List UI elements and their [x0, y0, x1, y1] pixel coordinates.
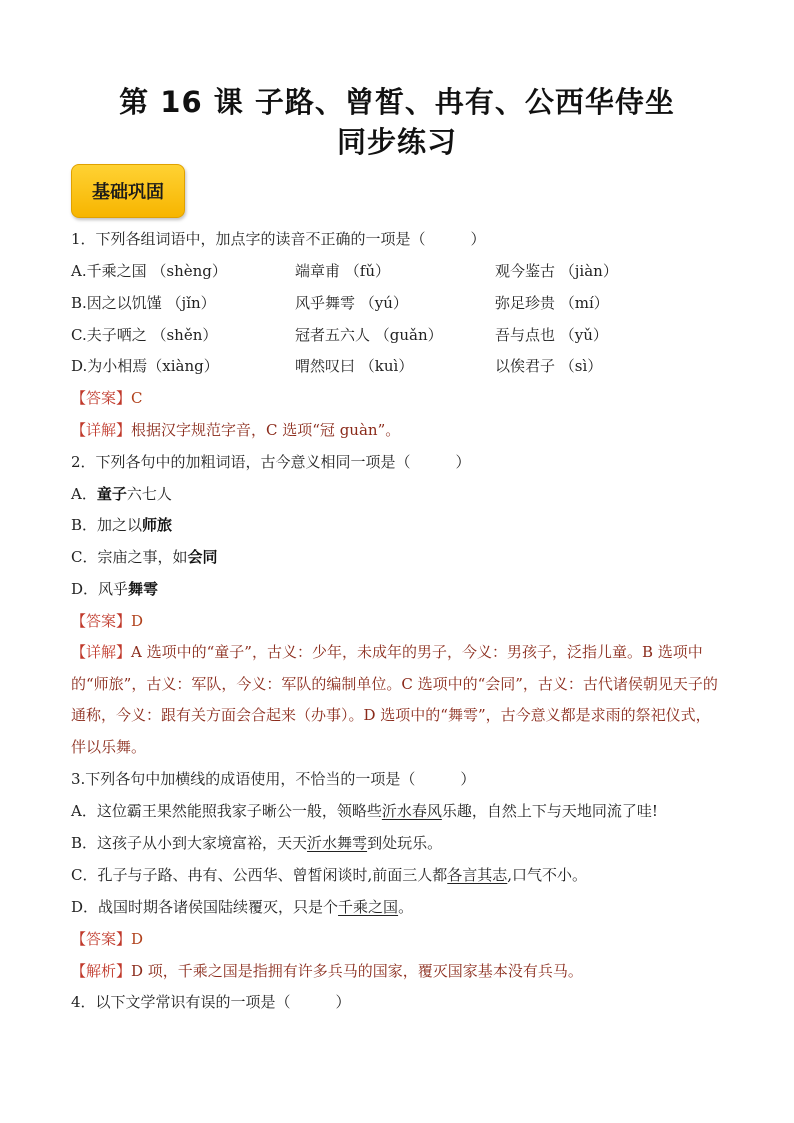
- option-text: 风乎: [98, 580, 129, 598]
- q1-b-1: B.因之以饥馑 （jǐn）: [71, 294, 216, 312]
- q2-option-d: [71, 579, 731, 599]
- q1-c-1: C.夫子哂之 （shěn）: [71, 326, 218, 344]
- q3-detail: [71, 961, 731, 981]
- q1-detail: [71, 420, 731, 440]
- q3-option-d: [71, 897, 731, 917]
- q1-a-3: 观今鉴古 （jiàn）: [495, 262, 618, 280]
- option-text: 这位霸王果然能照我家子晰公一般，领略些: [96, 802, 382, 820]
- question-1-stem: 1．下列各组词语中，加点字的读音不正确的一项是（ ）: [71, 230, 486, 248]
- bold-term: 会同: [187, 548, 218, 566]
- option-text: 宗庙之事，如: [97, 548, 188, 566]
- answer-value: C: [131, 389, 143, 407]
- page-subtitle: 同步练习: [336, 125, 457, 159]
- q2-answer: [71, 611, 731, 631]
- q1-answer: [71, 388, 731, 408]
- option-text: 这孩子从小到大家境富裕，天天: [97, 834, 308, 852]
- section-badge: 基础巩固: [71, 164, 185, 218]
- page-title: 第 16 课 子路、曾皙、冉有、公西华侍坐: [119, 85, 675, 119]
- underlined-idiom: 沂水春风: [381, 802, 442, 820]
- q1-b-2: 风乎舞雩 （yú）: [295, 294, 408, 312]
- option-text: 六七人: [126, 485, 172, 503]
- option-label: D．: [71, 898, 99, 916]
- option-label: D．: [71, 580, 99, 598]
- q2-option-c: [71, 547, 731, 567]
- answer-value: D: [131, 612, 144, 630]
- q1-d-3: 以俟君子 （sì）: [495, 357, 603, 375]
- q1-a-1: A.千乘之国 （shèng）: [71, 262, 227, 280]
- option-label: A．: [71, 485, 97, 503]
- q1-d-1: D.为小相焉（xiàng）: [71, 357, 219, 375]
- option-label: C．: [71, 548, 98, 566]
- option-text: ,口气不小。: [507, 866, 588, 884]
- underlined-idiom: 千乘之国: [338, 898, 399, 916]
- option-label: A．: [71, 802, 97, 820]
- option-text: 战国时期各诸侯国陆续覆灭，只是个: [98, 898, 339, 916]
- q1-d-2: 喟然叹曰 （kuì）: [295, 357, 414, 375]
- question-4-stem: 4．以下文学常识有误的一项是（ ）: [71, 993, 351, 1011]
- answer-label: 【答案】: [71, 612, 132, 630]
- detail-text: D 项，千乘之国是指拥有许多兵马的国家，覆灭国家基本没有兵马。: [131, 962, 583, 980]
- q1-a-2: 端章甫 （fǔ）: [295, 262, 390, 280]
- q2-option-a: [71, 484, 731, 504]
- answer-label: 【答案】: [71, 389, 132, 407]
- option-text: 加之以: [97, 516, 143, 534]
- bold-term: 舞雩: [128, 580, 159, 598]
- answer-value: D: [131, 930, 144, 948]
- detail-text: 根据汉字规范字音，C 选项“冠 guàn”。: [131, 421, 401, 439]
- bold-term: 童子: [96, 485, 127, 503]
- answer-label: 【答案】: [71, 930, 132, 948]
- option-text: 乐趣，自然上下与天地同流了哇!: [441, 802, 658, 820]
- q2-detail: [71, 637, 723, 763]
- q2-option-b: [71, 515, 731, 535]
- question-2-stem: 2．下列各句中的加粗词语，古今意义相同一项是（ ）: [71, 453, 471, 471]
- underlined-idiom: 沂水舞雩: [307, 834, 368, 852]
- q3-answer: [71, 929, 731, 949]
- option-label: B．: [71, 834, 98, 852]
- detail-label: 【解析】: [71, 962, 132, 980]
- option-text: 。: [398, 898, 414, 916]
- q1-b-3: 弥足珍贵 （mí）: [495, 294, 609, 312]
- q3-option-b: [71, 833, 731, 853]
- question-3-stem: 3.下列各句中加横线的成语使用，不恰当的一项是（ ）: [71, 770, 476, 788]
- option-label: C．: [71, 866, 98, 884]
- option-label: B．: [71, 516, 98, 534]
- detail-label: 【详解】: [71, 643, 132, 661]
- q3-option-a: [71, 801, 731, 821]
- q1-c-2: 冠者五六人 （guǎn）: [295, 326, 443, 344]
- option-text: 孔子与子路、冉有、公西华、曾皙闲谈时,前面三人都: [97, 866, 448, 884]
- underlined-idiom: 各言其志: [447, 866, 508, 884]
- q3-option-c: [71, 865, 731, 885]
- detail-label: 【详解】: [71, 421, 132, 439]
- option-text: 到处玩乐。: [367, 834, 443, 852]
- bold-term: 师旅: [142, 516, 173, 534]
- q1-c-3: 吾与点也 （yǔ）: [495, 326, 608, 344]
- detail-text: A 选项中的“童子”，古义：少年，未成年的男子，今义：男孩子，泛指儿童。B 选项中的“师旅”，古义：军队，今义：军队的编制单位。C 选项中的“会同”，古义：古代诸侯朝见天子的通称，今义：跟有关方面会合起来（办事）。D 选项中的“舞雩”，古今意义都是求雨的祭祀仪式，伴以乐舞。: [71, 643, 718, 756]
